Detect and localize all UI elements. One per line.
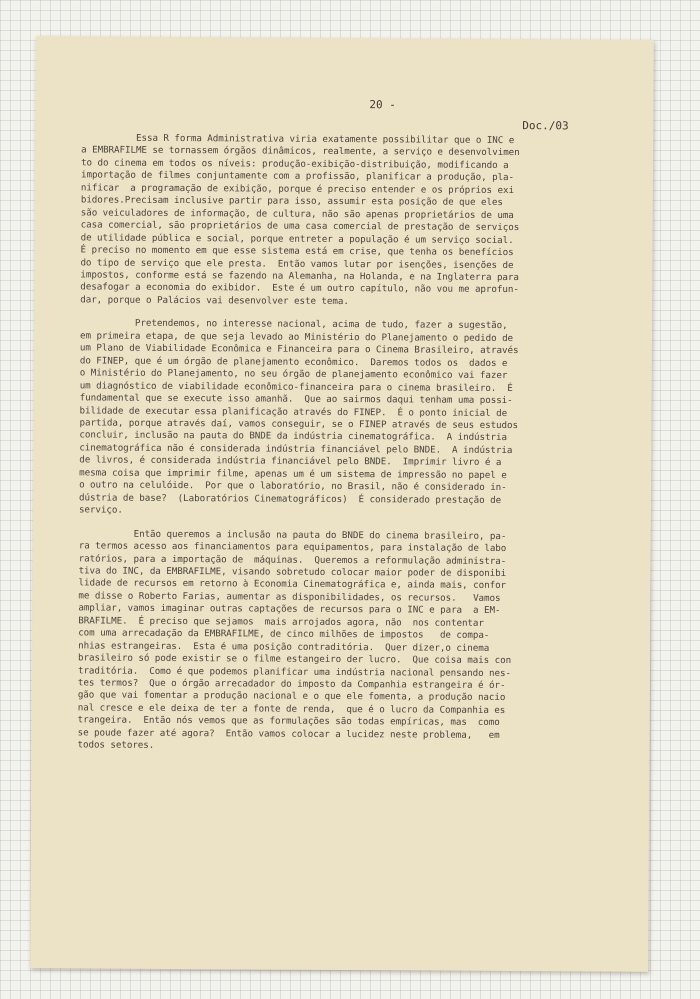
text-line: É preciso no momento em que esse sistema está em crise, que tenha os benefícios — [80, 244, 514, 259]
text-line: o Ministério do Planejamento, no seu órgão de planejamento econômico vai fazer — [79, 367, 508, 382]
text-line: me disse o Roberto Farias, aumentar as disponibilidades, os recursos. Vamos — [78, 590, 501, 604]
text-line: ra termos acesso aos financiamentos para equipamentos, para instalação de labo — [78, 540, 507, 555]
text-line: Então queremos a inclusão na pauta do BNDE do cinema brasileiro, pa- — [78, 527, 507, 542]
text-line: nificar a programação de exibição, porque é preciso entender e os próprios exi — [80, 182, 514, 196]
text-line: do FINEP, que é um órgão de planejamento econômico. Daremos todos os dados e — [79, 355, 508, 369]
text-line: lidade de recursos em retorno à Economia Cinematográfica e, ainda mais, confor — [78, 577, 507, 592]
text-line: BRAFILME. É preciso que sejamos mais arrojados agora, não nos contentar — [78, 615, 484, 629]
paragraph-administrative-reform — [80, 132, 611, 310]
text-line: com uma arrecadação da EMBRAFILME, de cinco milhões de impostos de compa- — [78, 627, 490, 642]
text-line: a EMBRAFILME se tornassem órgãos dinâmicos, realmente, a serviço e desenvolvimen — [81, 144, 520, 159]
text-line: mesma coisa que imprimir filme, apenas um é um sistema de impressão no papel e — [79, 467, 507, 481]
text-line: tiva do INC, da EMBRAFILME, visando sobretudo colocar maior poder de disponibi — [78, 565, 507, 579]
text-line: tes termos? Que o órgão arrecadador do imposto da Companhia estrangeira é ór- — [77, 677, 506, 692]
text-line: casa comercial, são proprietários de uma casa comercial de prestação de serviços — [80, 219, 520, 234]
text-line: bidores.Precisam inclusive partir para isso, assumir esta posição de que eles — [80, 194, 503, 209]
text-line: são veiculadores de informação, de cultura, não são apenas proprietários de uma — [80, 207, 514, 221]
page-number: 20 - — [369, 98, 396, 112]
text-line: se poude fazer até agora? Então vamos colocar a lucidez neste problema, em — [77, 727, 500, 741]
paper-sheet — [30, 36, 654, 972]
text-line: dar, porque o Palácios vai desenvolver este tema. — [80, 294, 349, 307]
text-line: importação de filmes conjuntamente com a profissão, planificar a produção, pla- — [80, 169, 515, 184]
text-line: trangeira. Então nós vemos que as formulações são todas empíricas, mas como — [77, 714, 500, 729]
text-line: Pretendemos, no interesse nacional, acima de tudo, fazer a sugestão, — [80, 317, 508, 332]
text-line: nhias estrangeiras. Esta é uma posição contraditória. Quer dizer,o cinema — [78, 640, 490, 654]
text-line: um Plano de Viabilidade Econômica e Financeira para o Cinema Brasileiro, através — [79, 342, 519, 357]
text-line: desafogar a economia do exibidor. Este é um outro capítulo, não vou me aprofun- — [80, 281, 519, 296]
text-line: traditória. Como é que podemos planificar uma indústria nacional pensando nes- — [77, 664, 512, 679]
text-line: impostos, conforme está se fazendo na Alemanha, na Holanda, e na Inglaterra para — [80, 269, 519, 284]
text-line: todos setores. — [77, 739, 155, 752]
text-line: de utilidade pública e social, porque entreter a população é um serviço social. — [80, 232, 514, 246]
document-body — [77, 132, 611, 766]
text-line: ampliar, vamos imaginar outras captações de recursos para o INC e para a EM- — [78, 602, 501, 617]
text-line: brasileiro só pode existir se o filme estangeiro der lucro. Que coisa mais con — [78, 652, 512, 667]
text-line: to do cinema em todos os níveis: produção-exibição-distribuição, modificando a — [81, 157, 509, 171]
text-line: o outro na celulóide. Por que o laboratório, no Brasil, não é considerado in- — [79, 479, 507, 494]
text-line: gão que vai fomentar a produção nacional e o que ele fomenta, a produção nacio — [77, 689, 506, 704]
text-line: cinematográfica não é considerada indústria financiável pelo BNDE. A indústria — [79, 442, 513, 456]
text-line: um diagnóstico de viabilidade econômico-financeira para o cinema brasileiro. É — [79, 380, 513, 394]
text-line: de livros, é considerada indústria financiável pelo BNDE. Imprimir livro é a — [79, 454, 502, 469]
text-line: bilidade de executar essa planificação através do FINEP. É o ponto inicial de — [79, 404, 508, 419]
text-line: partida, porque através daí, vamos conseguir, se o FINEP através de seus estudos — [79, 417, 519, 432]
text-line: em primeira etapa, de que seja levado ao Ministério do Planejamento o pedido de — [79, 330, 514, 344]
text-line: dústria de base? (Laboratórios Cinematográficos) É considerado prestação de — [79, 492, 502, 506]
text-line: concluir, inclusão na pauta do BNDE da indústria cinematográfica. A indústria — [79, 429, 507, 444]
text-line: nal cresce e ele deixa de ter a fonte de renda, que é o lucro da Companhia es — [77, 702, 506, 716]
paragraph-economic-viability-plan — [79, 318, 610, 520]
text-line: ratórios, para a importação de máquinas. Queremos a reformulação administra- — [78, 552, 507, 567]
text-line: do tipo de serviço que ele presta. Então vamos lutar por isenções, isenções de — [80, 256, 514, 271]
document-reference: Doc./03 — [522, 119, 569, 133]
text-line: serviço. — [78, 504, 123, 516]
text-line: fundamental que se execute isso amanhã. Que ao sairmos daqui tenham uma possi- — [79, 392, 513, 407]
text-line: Essa R forma Administrativa viria exatamente possibilitar que o INC e — [81, 132, 515, 147]
paragraph-bnde-inclusion — [77, 528, 608, 755]
